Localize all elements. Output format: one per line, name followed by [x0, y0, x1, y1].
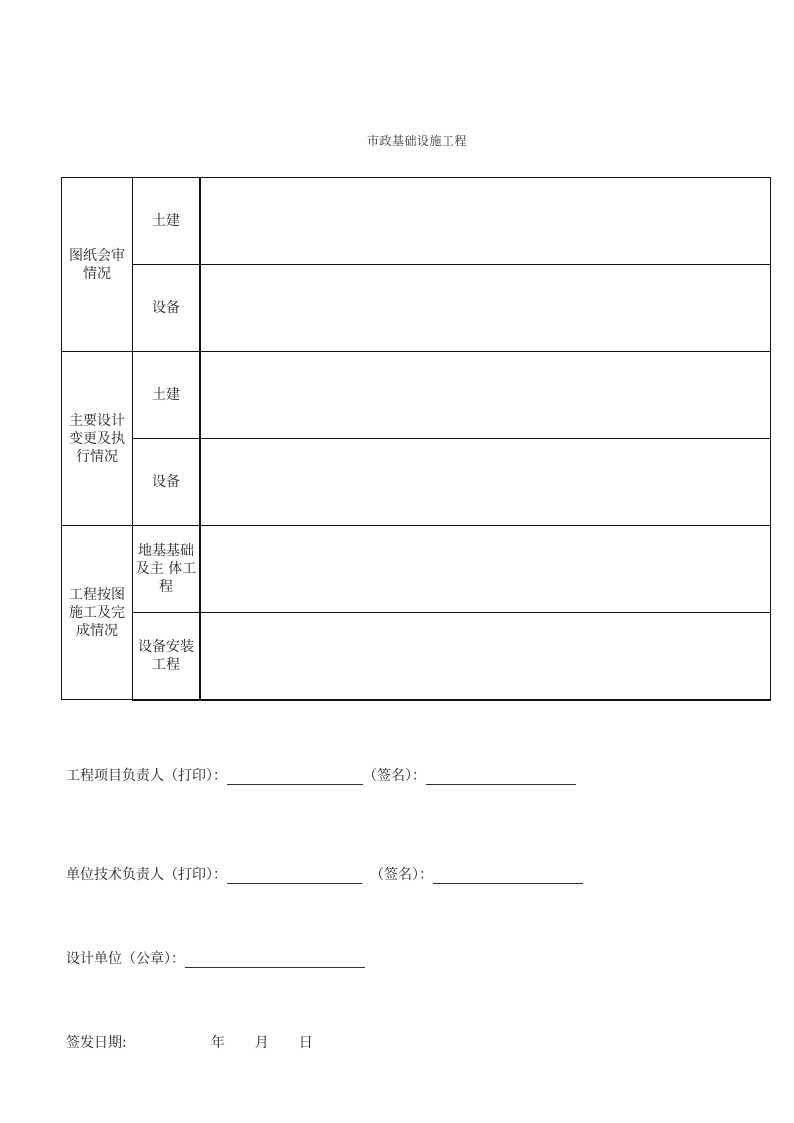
- sub-label: [133, 352, 201, 439]
- issue-date-year: 年: [210, 1035, 225, 1051]
- sub-label: [133, 526, 201, 613]
- content-cell[interactable]: [200, 265, 771, 352]
- sub-label-text: 设备: [152, 300, 180, 316]
- tech-manager-line: [66, 864, 583, 884]
- document-title: 市政基础设施工程: [366, 134, 467, 148]
- content-cell[interactable]: [200, 352, 771, 439]
- section-label: [62, 178, 133, 352]
- project-manager-sign-label: （签名）：: [363, 768, 426, 784]
- design-unit-label: 设计单位（公章）：: [66, 951, 185, 967]
- content-cell[interactable]: [200, 439, 771, 526]
- section-label: [62, 352, 133, 526]
- sub-label-text: 土建: [152, 387, 180, 403]
- sub-label: [133, 265, 201, 352]
- issue-date-line: [66, 1032, 313, 1052]
- sub-label: [133, 178, 201, 265]
- project-manager-line: [66, 765, 576, 785]
- issue-date-month: 月: [254, 1035, 269, 1051]
- table-row: [62, 439, 771, 526]
- tech-manager-label: 单位技术负责人（打印）：: [66, 867, 227, 883]
- project-manager-sign-field[interactable]: [426, 768, 576, 785]
- project-manager-label: 工程项目负责人（打印）：: [66, 768, 227, 784]
- table-row: [62, 613, 771, 700]
- table-row: [62, 178, 771, 265]
- issue-date-label: 签发日期:: [66, 1035, 127, 1051]
- project-manager-print-field[interactable]: [227, 768, 363, 785]
- table-row: [62, 352, 771, 439]
- design-unit-seal-field[interactable]: [185, 951, 365, 968]
- table-row: [62, 265, 771, 352]
- tech-manager-print-field[interactable]: [227, 867, 362, 884]
- section-label-text: 主要设计变更及执行情况: [69, 412, 125, 465]
- sub-label-text: 地基基础及主 体工程: [135, 543, 197, 595]
- sub-label-text: 设备: [152, 474, 180, 490]
- issue-date-day: 日: [298, 1035, 313, 1051]
- sub-label-text: 设备安装工程: [138, 638, 194, 673]
- section-label-text: 工程按图施工及完成情况: [69, 586, 125, 639]
- content-cell[interactable]: [200, 526, 771, 613]
- section-label-text: 图纸会审情况: [69, 247, 125, 282]
- content-cell[interactable]: [200, 613, 771, 700]
- tech-manager-sign-label: （签名）：: [370, 867, 433, 883]
- sub-label: [133, 439, 201, 526]
- tech-manager-sign-field[interactable]: [433, 867, 583, 884]
- design-unit-line: [66, 948, 365, 968]
- table-row: [62, 526, 771, 613]
- content-cell[interactable]: [200, 178, 771, 265]
- sub-label-text: 土建: [152, 213, 180, 229]
- section-label: [62, 526, 133, 700]
- review-table: [61, 177, 771, 701]
- sub-label: [133, 613, 201, 700]
